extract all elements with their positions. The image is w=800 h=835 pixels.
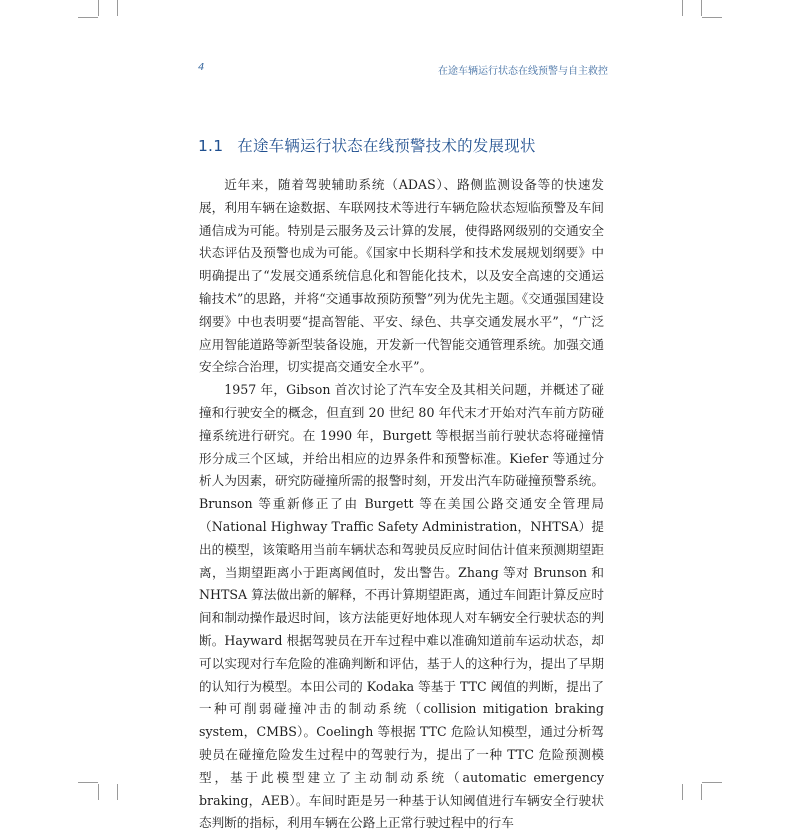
section-number: 1.1 xyxy=(198,137,224,155)
crop-mark-bottom-left xyxy=(98,784,99,800)
crop-mark-bottom-right xyxy=(702,782,722,783)
section-title: 在途车辆运行状态在线预警技术的发展现状 xyxy=(237,137,536,155)
crop-mark-top-right xyxy=(701,0,702,16)
crop-mark-bottom-right xyxy=(682,784,683,800)
paragraph: 近年来，随着驾驶辅助系统（ADAS）、路侧监测设备等的快速发展，利用车辆在途数据、车联网技术等进行车辆危险状态短临预警及车间通信成为可能。特别是云服务及云计算的发展，使得路网级别的交通安全状态评估及预警也成为可能。《国家中长期科学和技术发展规划纲要》中明确提出了“发展交通系统信息化和智能化技术，以及安全高速的交通运输技术”的思路，并将“交通事故预防预警”列为优先主题。《交通强国建设纲要》中也表明要“提高智能、平安、绿色、共享交通发展水平”，“广泛应用智能道路等新型装备设施，开发新一代智能交通管理系统。加强交通安全综合治理，切实提高交通安全水平”。 xyxy=(199,177,604,375)
body-text xyxy=(199,174,604,835)
running-head: 在途车辆运行状态在线预警与自主救控 xyxy=(438,66,608,77)
crop-mark-bottom-left xyxy=(117,784,118,800)
crop-mark-top-left xyxy=(117,0,118,16)
crop-mark-top-right xyxy=(682,0,683,16)
section-heading xyxy=(198,134,536,156)
paragraph: 1957 年，Gibson 首次讨论了汽车安全及其相关问题，并概述了碰撞和行驶安全的概念，但直到 20 世纪 80 年代末才开始对汽车前方防碰撞系统进行研究。在 1990 年，Burgett 等根据当前行驶状态将碰撞情形分成三个区域，并给出相应的边界条件和预警标准。Kiefer 等通过分析人为因素，研究防碰撞所需的报警时刻，开发出汽车防碰撞预警系统。Brunson 等重新修正了由 Burgett 等在美国公路交通安全管理局（National Highway Traffic Safety Administration，NHTSA）提出的模型，该策略用当前车辆状态和驾驶员反应时间估计值来预测期望距离，当期望距离小于距离阈值时，发出警告。Zhang 等对 Brunson 和 NHTSA 算法做出新的解释，不再计算期望距离，通过车间距计算反应时间和制动操作最迟时间，该方法能更好地体现人对车辆安全行驶状态的判断。Hayward 根据驾驶员在开车过程中难以准确知道前车运动状态，却可以实现对行车危险的准确判断和评估，基于人的这种行为，提出了早期的认知行为模型。本田公司的 Kodaka 等基于 TTC 阈值的判断，提出了一种可削弱碰撞冲击的制动系统（collision mitigation braking system，CMBS）。Coelingh 等根据 TTC 危险认知模型，通过分析驾驶员在碰撞危险发生过程中的驾驶行为，提出了一种 TTC 危险预测模型，基于此模型建立了主动制动系统（automatic emergency braking，AEB）。车间时距是另一种基于认知阈值进行车辆安全行驶状态判断的指标，利用车辆在公路上正常行驶过程中的行车 xyxy=(199,382,604,831)
crop-mark-top-left xyxy=(98,0,99,16)
page-number: 4 xyxy=(198,62,205,73)
crop-mark-top-left xyxy=(78,17,98,18)
crop-mark-bottom-left xyxy=(78,782,98,783)
crop-mark-bottom-right xyxy=(701,784,702,800)
crop-mark-top-right xyxy=(702,17,722,18)
